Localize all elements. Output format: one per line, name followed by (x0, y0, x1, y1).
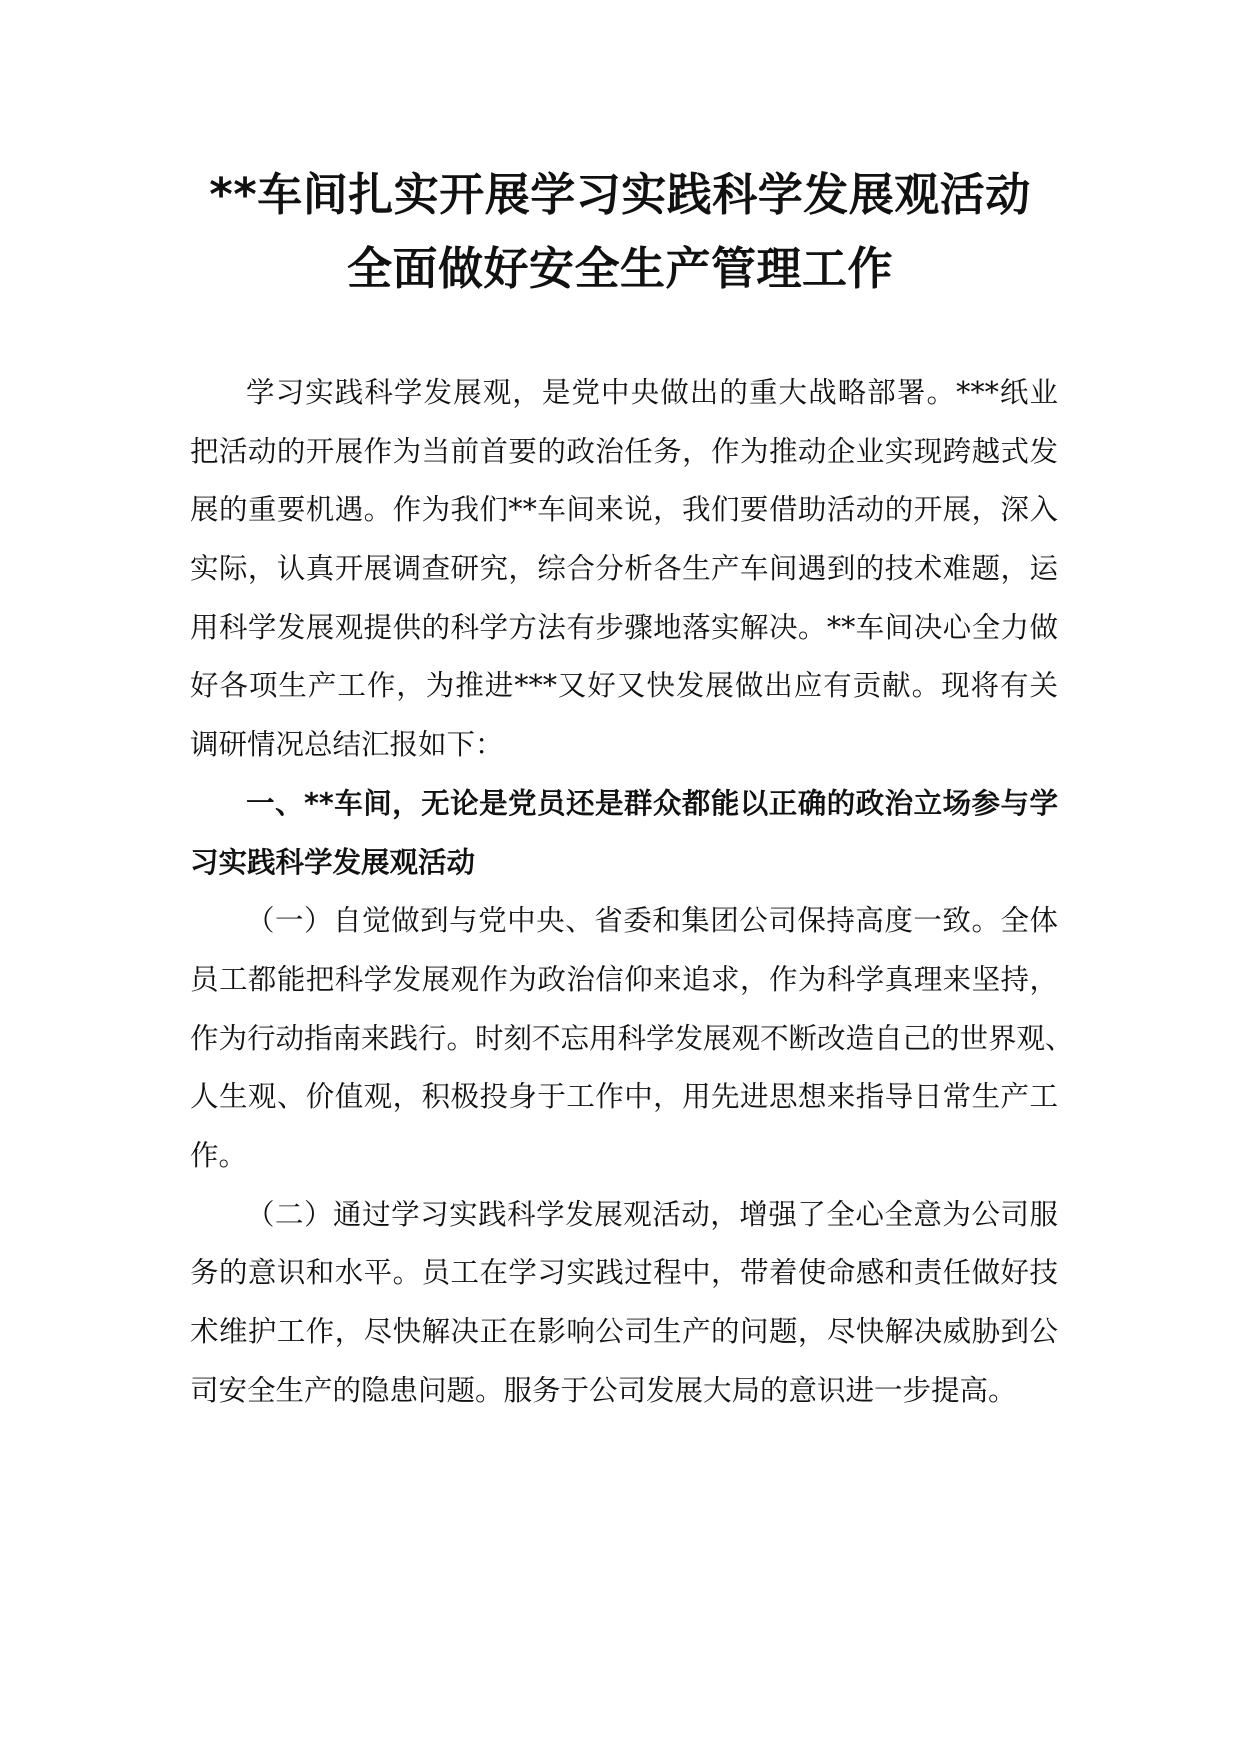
document-title (120, 158, 1120, 306)
text-line: 作。 (190, 1138, 248, 1172)
text-line: 人生观、价值观，积极投身于工作中，用先进思想来指导日常生产工 (190, 1080, 1058, 1114)
title-line: **车间扎实开展学习实践科学发展观活动 (209, 168, 1031, 221)
text-line: 把活动的开展作为当前首要的政治任务，作为推动企业实现跨越式发 (190, 434, 1058, 468)
text-line: 务的意识和水平。员工在学习实践过程中，带着使命感和责任做好技 (190, 1256, 1058, 1290)
text-line: 作为行动指南来践行。时刻不忘用科学发展观不断改造自己的世界观、 (190, 1021, 1074, 1055)
heading-line: 习实践科学发展观活动 (190, 845, 476, 879)
section-heading-1 (190, 775, 1058, 892)
text-line: 术维护工作，尽快解决正在影响公司生产的问题，尽快解决威胁到公 (190, 1315, 1058, 1348)
heading-line: 一、**车间，无论是党员还是群众都能以正确的政治立场参与学 (246, 786, 1058, 820)
paragraph-item-1 (190, 892, 1074, 1185)
text-line: 实际，认真开展调查研究，综合分析各生产车间遇到的技术难题，运 (190, 552, 1058, 586)
paragraph-item-2 (190, 1186, 1058, 1421)
text-line: 调研情况总结汇报如下： (190, 728, 504, 762)
paragraph-intro (190, 364, 1058, 775)
text-line: （二）通过学习实践科学发展观活动，增强了全心全意为公司服 (246, 1197, 1058, 1231)
text-line: 司安全生产的隐患问题。服务于公司发展大局的意识进一步提高。 (190, 1373, 1017, 1407)
document-body (190, 364, 1074, 1420)
text-line: 员工都能把科学发展观作为政治信仰来追求，作为科学真理来坚持， (190, 962, 1058, 996)
text-line: 用科学发展观提供的科学方法有步骤地落实解决。**车间决心全力做 (190, 610, 1058, 644)
text-line: 展的重要机遇。作为我们**车间来说，我们要借助活动的开展，深入 (190, 493, 1058, 527)
text-line: 好各项生产工作，为推进***又好又快发展做出应有贡献。现将有关 (190, 669, 1058, 703)
text-line: 学习实践科学发展观，是党中央做出的重大战略部署。***纸业 (246, 376, 1058, 409)
title-line: 全面做好安全生产管理工作 (346, 242, 893, 295)
text-line: （一）自觉做到与党中央、省委和集团公司保持高度一致。全体 (246, 904, 1058, 938)
